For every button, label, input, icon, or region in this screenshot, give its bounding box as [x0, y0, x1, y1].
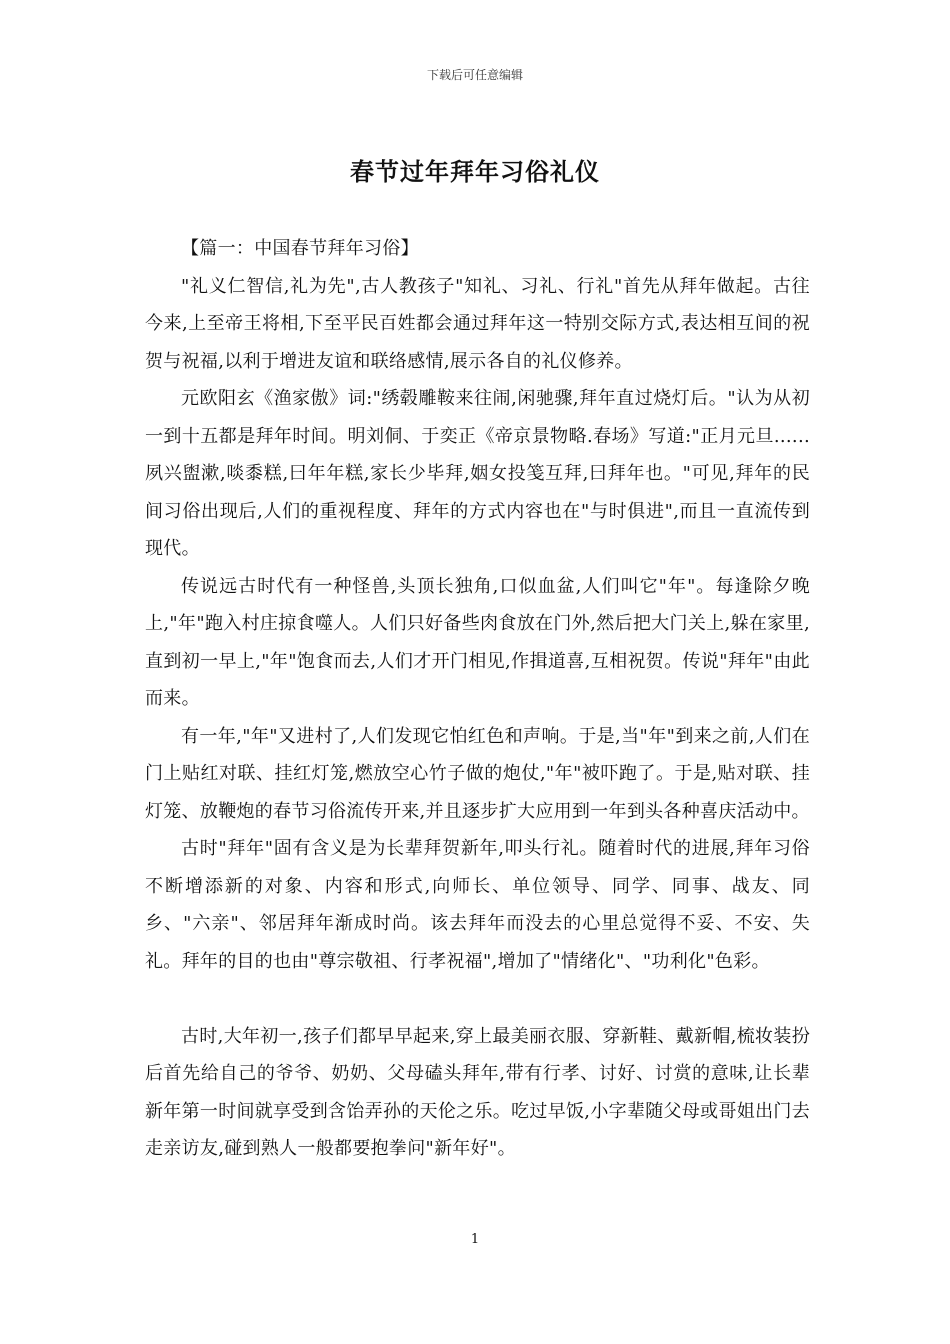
paragraph-6: 古时,大年初一,孩子们都早早起来,穿上最美丽衣服、穿新鞋、戴新帽,梳妆装扮后首先给自己的爷爷、奶奶、父母磕头拜年,带有行孝、讨好、讨赏的意味,让长辈新年第一时间就享受到含饴弄孙的天伦之乐。吃过早饭,小字辈随父母或哥姐出门去走亲访友,碰到熟人一般都要抱拳问"新年好"。 — [145, 1025, 810, 1159]
section-heading: 【篇一：中国春节拜年习俗】 — [181, 238, 419, 259]
paragraph-spacer — [145, 980, 810, 1018]
document-body — [145, 230, 810, 1168]
page-header-note: 下载后可任意编辑 — [426, 68, 523, 82]
document-title: 春节过年拜年习俗礼仪 — [350, 158, 600, 186]
paragraph-5: 古时"拜年"固有含义是为长辈拜贺新年,叩头行礼。随着时代的进展,拜年习俗不断增添新的对象、内容和形式,向师长、单位领导、同学、同事、战友、同乡、"六亲"、邻居拜年渐成时尚。该去拜年而没去的心里总觉得不妥、不安、失礼。拜年的目的也由"尊宗敬祖、行孝祝福",增加了"情绪化"、"功利化"色彩。 — [145, 838, 810, 972]
paragraph-3: 传说远古时代有一种怪兽,头顶长独角,口似血盆,人们叫它"年"。每逢除夕晚上,"年"跑入村庄掠食噬人。人们只好备些肉食放在门外,然后把大门关上,躲在家里,直到初一早上,"年"饱食而去,人们才开门相见,作揖道喜,互相祝贺。传说"拜年"由此而来。 — [145, 575, 810, 709]
paragraph-1: "礼义仁智信,礼为先",古人教孩子"知礼、习礼、行礼"首先从拜年做起。古往今来,上至帝王将相,下至平民百姓都会通过拜年这一特别交际方式,表达相互间的祝贺与祝福,以利于增进友谊和联络感情,展示各自的礼仪修养。 — [145, 275, 810, 372]
page-number: 1 — [470, 1232, 480, 1247]
paragraph-4: 有一年,"年"又进村了,人们发现它怕红色和声响。于是,当"年"到来之前,人们在门上贴红对联、挂红灯笼,燃放空心竹子做的炮仗,"年"被吓跑了。于是,贴对联、挂灯笼、放鞭炮的春节习俗流传开来,并且逐步扩大应用到一年到头各种喜庆活动中。 — [145, 725, 810, 822]
paragraph-2: 元欧阳玄《渔家傲》词:"绣毂雕鞍来往闹,闲驰骤,拜年直过烧灯后。"认为从初一到十五都是拜年时间。明刘侗、于奕正《帝京景物略.春场》写道:"正月元旦......夙兴盥漱,啖黍糕,曰年年糕,家长少毕拜,姻女投笺互拜,曰拜年也。"可见,拜年的民间习俗出现后,人们的重视程度、拜年的方式内容也在"与时俱进",而且一直流传到现代。 — [145, 388, 810, 559]
